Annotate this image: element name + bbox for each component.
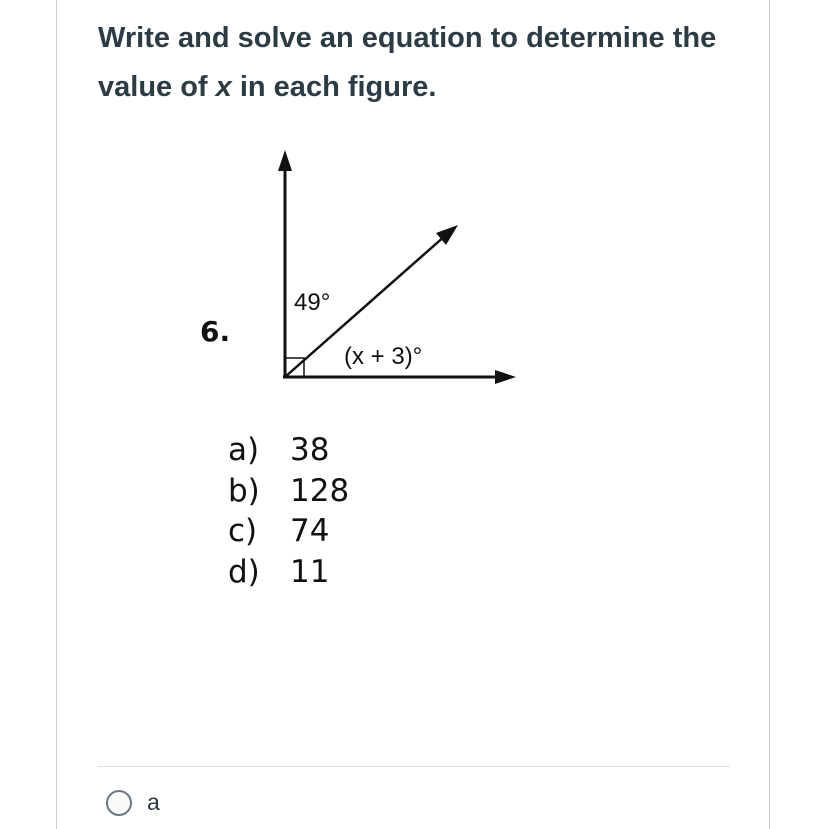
panel-right-border <box>769 0 770 829</box>
answer-radio-a[interactable] <box>106 790 132 816</box>
choice-letter: c) <box>228 513 258 549</box>
choice-letter: b) <box>228 472 260 509</box>
question-text-end: in each figure. <box>231 71 437 103</box>
angle-diagram <box>180 135 540 395</box>
question-text <box>98 14 738 112</box>
choice-letter: d) <box>228 553 260 590</box>
panel-left-border <box>56 0 57 829</box>
angle-figure <box>180 135 540 400</box>
answer-option-a[interactable] <box>106 789 160 816</box>
answer-divider <box>98 766 730 767</box>
choice-value: 11 <box>290 553 330 590</box>
choice-item-d <box>228 552 349 593</box>
angle-label-top: 49° <box>294 289 331 316</box>
choice-item-a <box>228 430 349 471</box>
angle-label-bottom: (x + 3)° <box>344 343 423 370</box>
choice-list <box>228 430 349 592</box>
problem-number: 6. <box>200 315 231 348</box>
vertical-ray-arrowhead <box>278 150 292 171</box>
choice-item-b <box>228 471 349 512</box>
answer-label-a: a <box>147 789 160 815</box>
choice-value: 128 <box>290 472 350 509</box>
question-text-start: Write and solve an equation to determine the value of <box>98 22 717 103</box>
question-variable: x <box>215 71 232 103</box>
horizontal-ray-arrowhead <box>495 370 516 384</box>
choice-value: 74 <box>290 513 330 549</box>
choice-letter: a) <box>228 432 260 468</box>
choice-value: 38 <box>290 432 330 468</box>
choice-item-c <box>228 511 349 552</box>
